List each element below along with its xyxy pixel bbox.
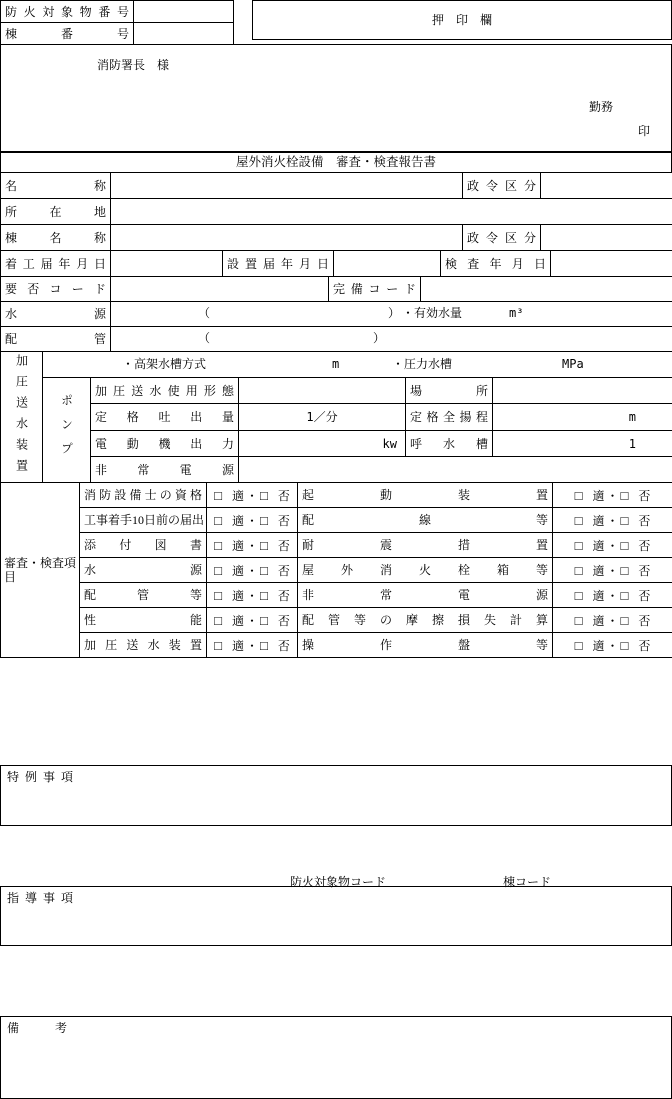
dot-separator: ・	[246, 539, 258, 553]
check-cell	[553, 508, 672, 533]
gov-class-field-1[interactable]	[541, 173, 672, 199]
checkbox-fail[interactable]: □	[260, 613, 268, 628]
pass-label: 適	[592, 589, 604, 603]
dot-separator: ・	[606, 614, 618, 628]
priming-tank-label: 呼水槽	[406, 431, 493, 457]
water-source-label: 水源	[1, 302, 111, 327]
object-number-table	[0, 0, 234, 45]
checkbox-pass[interactable]: □	[575, 588, 583, 603]
checkbox-fail[interactable]: □	[621, 638, 629, 653]
inspection-section-label: 審査・検査項目	[1, 483, 80, 658]
pass-label: 適	[232, 489, 244, 503]
checkbox-pass[interactable]: □	[575, 563, 583, 578]
gov-class-field-2[interactable]	[541, 225, 672, 251]
elevated-tank-label: ・高架水槽方式	[122, 358, 206, 370]
paren-open: （	[198, 307, 210, 319]
building-number-field[interactable]	[134, 23, 234, 45]
checkbox-pass[interactable]: □	[214, 588, 222, 603]
pass-label: 適	[232, 589, 244, 603]
item-label: 水源	[80, 558, 207, 583]
pressure-tank-label: ・圧力水槽	[392, 358, 452, 370]
gov-class-label-2: 政令区分	[463, 225, 541, 251]
fail-label: 否	[278, 639, 290, 653]
fire-object-number-label: 防火対象物番号	[1, 1, 134, 23]
fail-label: 否	[638, 614, 650, 628]
check-cell	[207, 558, 298, 583]
yohi-code-field[interactable]	[111, 277, 329, 302]
checkbox-pass[interactable]: □	[214, 638, 222, 653]
item-label: 加圧送水装置	[80, 633, 207, 658]
paren-close: ）	[388, 307, 400, 319]
pass-label: 適	[232, 639, 244, 653]
item-label: 添付図書	[80, 533, 207, 558]
piping-field[interactable]	[111, 327, 672, 352]
checkbox-pass[interactable]: □	[214, 613, 222, 628]
special-provisions-box[interactable]	[0, 765, 672, 826]
item-label: 屋外消火栓箱等	[298, 558, 553, 583]
fail-label: 否	[638, 539, 650, 553]
item-label: 消防設備士の資格	[80, 483, 207, 508]
dot-separator: ・	[246, 589, 258, 603]
fail-label: 否	[638, 514, 650, 528]
pump-label: ポンプ	[61, 394, 73, 466]
tank-type-row[interactable]	[43, 352, 672, 378]
item-label: 配線等	[298, 508, 553, 533]
special-provisions-label: 特例事項	[7, 771, 79, 783]
check-cell	[553, 533, 672, 558]
checkbox-pass[interactable]: □	[214, 563, 222, 578]
rated-discharge-label: 定格吐出量	[91, 404, 239, 431]
duty-label: 勤務	[589, 101, 613, 113]
start-date-label: 着工届年月日	[1, 251, 111, 277]
fire-object-code-label: 防火対象物コード	[290, 876, 386, 888]
item-label: 非常電源	[298, 583, 553, 608]
usage-form-label: 加圧送水使用形態	[91, 378, 239, 404]
addressee-box	[0, 44, 672, 152]
paren-open: （	[198, 332, 210, 344]
kanbi-code-label: 完備コード	[329, 277, 421, 302]
building-number-label: 棟番号	[1, 23, 134, 45]
start-date-field[interactable]	[111, 251, 223, 277]
dot-separator: ・	[246, 639, 258, 653]
checkbox-fail[interactable]: □	[621, 613, 629, 628]
check-cell	[207, 583, 298, 608]
guidance-items-label: 指導事項	[7, 892, 79, 904]
inspect-date-label: 検査年月日	[441, 251, 551, 277]
inspection-table	[0, 482, 672, 658]
info-table	[0, 172, 672, 352]
pump-label-cell	[43, 378, 91, 483]
emergency-power-label: 非常電源	[91, 457, 239, 483]
pass-label: 適	[592, 614, 604, 628]
building-name-label: 棟名称	[1, 225, 111, 251]
checkbox-pass[interactable]: □	[575, 638, 583, 653]
pass-label: 適	[592, 514, 604, 528]
checkbox-pass[interactable]: □	[575, 488, 583, 503]
motor-output-label: 電動機出力	[91, 431, 239, 457]
checkbox-pass[interactable]: □	[575, 538, 583, 553]
checkbox-pass[interactable]: □	[575, 613, 583, 628]
gov-class-label-1: 政令区分	[463, 173, 541, 199]
seal-box-label: 押 印 欄	[432, 14, 492, 26]
pressure-tank-unit: MPa	[562, 358, 584, 370]
address-field[interactable]	[111, 199, 672, 225]
fail-label: 否	[278, 614, 290, 628]
building-name-field[interactable]	[111, 225, 463, 251]
fail-label: 否	[278, 489, 290, 503]
water-unit-label: m³	[509, 307, 523, 319]
check-cell	[207, 533, 298, 558]
building-code-label: 棟コード	[503, 876, 551, 888]
elevated-tank-unit: m	[332, 358, 339, 370]
rated-head-label: 定格全揚程	[406, 404, 493, 431]
checkbox-fail[interactable]: □	[260, 588, 268, 603]
rated-discharge-field[interactable]: 1／分	[239, 404, 406, 431]
checkbox-fail[interactable]: □	[621, 538, 629, 553]
addressee-label: 消防署長 様	[97, 59, 169, 71]
checkbox-fail[interactable]: □	[260, 538, 268, 553]
install-date-label: 設置届年月日	[223, 251, 334, 277]
piping-label: 配管	[1, 327, 111, 352]
dot-separator: ・	[246, 489, 258, 503]
seal-mark-label: 印	[638, 125, 650, 137]
water-source-field[interactable]	[111, 302, 672, 327]
place-label: 場所	[406, 378, 493, 404]
place-field[interactable]	[493, 378, 672, 404]
paren-close: ）	[373, 332, 385, 344]
pump-section-table	[0, 351, 672, 483]
checkbox-fail[interactable]: □	[260, 638, 268, 653]
pass-label: 適	[592, 489, 604, 503]
yohi-code-label: 要否コード	[1, 277, 111, 302]
fail-label: 否	[638, 589, 650, 603]
check-cell	[553, 583, 672, 608]
fail-label: 否	[278, 539, 290, 553]
fail-label: 否	[638, 564, 650, 578]
title-row	[0, 152, 672, 173]
checkbox-fail[interactable]: □	[621, 588, 629, 603]
checkbox-fail[interactable]: □	[621, 488, 629, 503]
dot-separator: ・	[606, 564, 618, 578]
pass-label: 適	[592, 639, 604, 653]
fail-label: 否	[278, 564, 290, 578]
item-label: 操作盤等	[298, 633, 553, 658]
dot-separator: ・	[606, 589, 618, 603]
check-cell	[553, 483, 672, 508]
checkbox-pass[interactable]: □	[575, 513, 583, 528]
checkbox-pass[interactable]: □	[214, 538, 222, 553]
fail-label: 否	[638, 639, 650, 653]
fire-object-number-field[interactable]	[134, 1, 234, 23]
install-date-field[interactable]	[334, 251, 441, 277]
dot-separator: ・	[246, 614, 258, 628]
pass-label: 適	[232, 564, 244, 578]
dot-separator: ・	[246, 514, 258, 528]
inspect-date-field[interactable]	[551, 251, 672, 277]
guidance-items-box[interactable]	[0, 886, 672, 946]
item-label: 配管等の摩擦損失計算	[298, 608, 553, 633]
remarks-label: 備 考	[7, 1022, 67, 1034]
address-label: 所在地	[1, 199, 111, 225]
check-cell	[207, 508, 298, 533]
motor-output-field[interactable]: kw	[239, 431, 406, 457]
dot-separator: ・	[606, 489, 618, 503]
remarks-box[interactable]	[0, 1016, 672, 1099]
pass-label: 適	[232, 614, 244, 628]
seal-box	[252, 0, 672, 40]
checkbox-pass[interactable]: □	[214, 488, 222, 503]
checkbox-fail[interactable]: □	[621, 513, 629, 528]
rated-head-field[interactable]: m	[493, 404, 672, 431]
check-cell	[553, 608, 672, 633]
pass-label: 適	[232, 539, 244, 553]
check-cell	[207, 483, 298, 508]
check-cell	[553, 633, 672, 658]
item-label: 性能	[80, 608, 207, 633]
checkbox-fail[interactable]: □	[621, 563, 629, 578]
item-label: 耐震措置	[298, 533, 553, 558]
item-label: 起動装置	[298, 483, 553, 508]
pass-label: 適	[592, 539, 604, 553]
dot-separator: ・	[606, 639, 618, 653]
pump-section-label-cell	[1, 352, 43, 483]
fail-label: 否	[638, 489, 650, 503]
checkbox-fail[interactable]: □	[260, 563, 268, 578]
page-title: 屋外消火栓設備 審査・検査報告書	[236, 156, 436, 169]
check-cell	[553, 558, 672, 583]
pass-label: 適	[592, 564, 604, 578]
dot-separator: ・	[246, 564, 258, 578]
checkbox-pass[interactable]: □	[214, 513, 222, 528]
fail-label: 否	[278, 514, 290, 528]
dot-separator: ・	[606, 514, 618, 528]
kanbi-code-field[interactable]	[421, 277, 672, 302]
usage-form-field[interactable]	[239, 378, 406, 404]
fail-label: 否	[278, 589, 290, 603]
pass-label: 適	[232, 514, 244, 528]
pump-section-label: 加圧送水装置	[16, 354, 28, 480]
name-field[interactable]	[111, 173, 463, 199]
effective-water-label: ・有効水量	[402, 307, 462, 319]
name-label: 名称	[1, 173, 111, 199]
checkbox-fail[interactable]: □	[260, 513, 268, 528]
emergency-power-field[interactable]	[239, 457, 672, 483]
priming-tank-field[interactable]: 1	[493, 431, 672, 457]
item-label: 配管等	[80, 583, 207, 608]
dot-separator: ・	[606, 539, 618, 553]
checkbox-fail[interactable]: □	[260, 488, 268, 503]
item-label: 工事着手10日前の届出	[80, 508, 207, 533]
check-cell	[207, 608, 298, 633]
check-cell	[207, 633, 298, 658]
